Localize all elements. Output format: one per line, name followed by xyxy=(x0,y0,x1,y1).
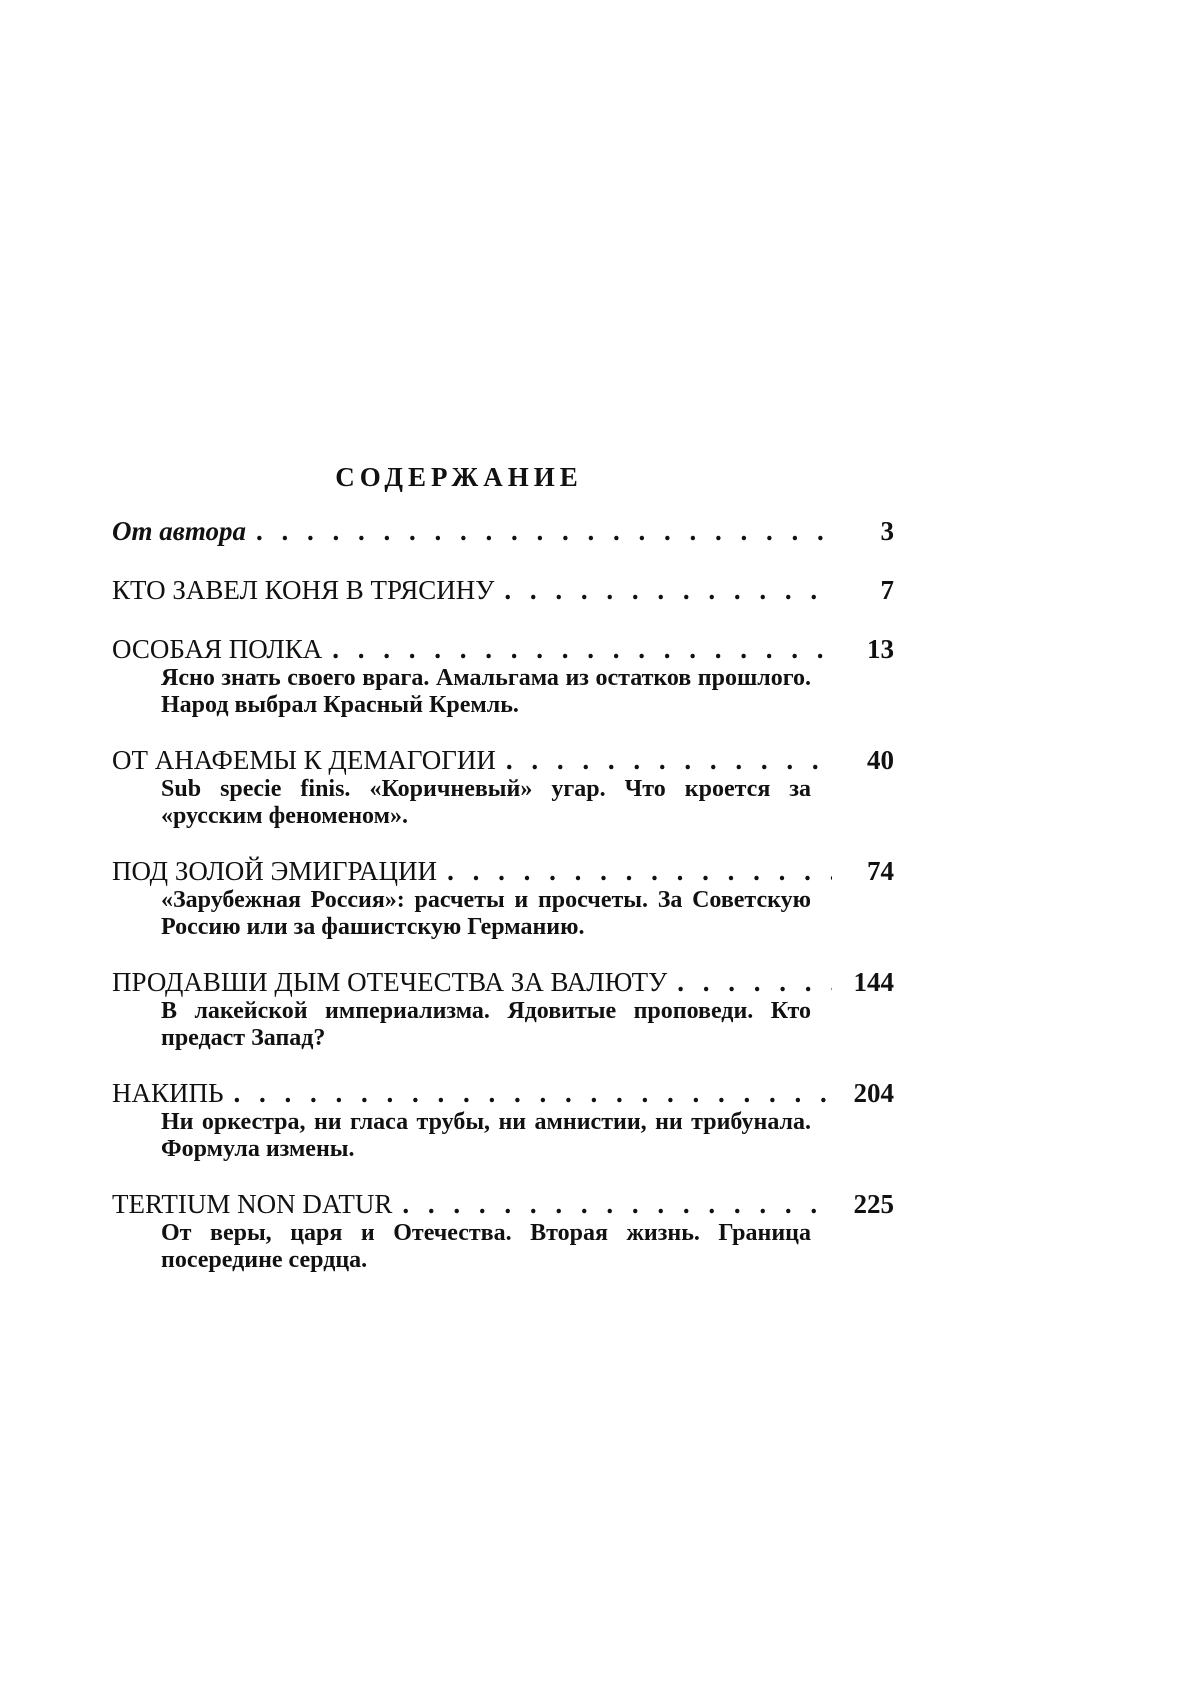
toc-entry-title: ОТ АНАФЕМЫ К ДЕМАГОГИИ xyxy=(112,745,496,775)
toc-entry-chapter-4 xyxy=(112,855,894,941)
toc-entry-line xyxy=(112,574,894,606)
toc-entry-chapter-2 xyxy=(112,633,894,719)
toc-entry-title: КТО ЗАВЕЛ КОНЯ В ТРЯСИНУ xyxy=(112,575,495,605)
dot-leader xyxy=(234,1077,832,1109)
toc-entry-page-number: 13 xyxy=(867,634,894,664)
toc-entry-chapter-3 xyxy=(112,744,894,830)
toc-entry-title: НАКИПЬ xyxy=(112,1078,224,1108)
toc-entry-page-number: 225 xyxy=(853,1189,894,1219)
toc-entry-chapter-1 xyxy=(112,574,894,606)
toc-entry-description: «Зарубежная Россия»: расчеты и просчеты. За Советскую Россию или за фашистскую Германию. xyxy=(161,887,811,940)
toc-entry-description: От веры, царя и Отечества. Вторая жизнь. Граница посередине сердца. xyxy=(161,1220,811,1273)
toc-entry-line xyxy=(112,515,894,547)
toc-entry-line xyxy=(112,1077,894,1109)
dot-leader xyxy=(677,966,832,998)
toc-entry-description: Ясно знать своего врага. Амальгама из остатков прошлого. Народ выбрал Красный Кремль. xyxy=(161,665,811,718)
toc-entry-chapter-5 xyxy=(112,966,894,1052)
toc-entry-title: ПОД ЗОЛОЙ ЭМИГРАЦИИ xyxy=(112,856,438,886)
toc-entry-line xyxy=(112,744,894,776)
toc-entry-description: Ни оркестра, ни гласа трубы, ни амнистии, ни трибунала. Формула измены. xyxy=(161,1109,811,1162)
toc-entry-foreword xyxy=(112,515,894,547)
toc-entry-title: TERTIUM NON DATUR xyxy=(112,1189,393,1219)
toc-entry-page-number: 144 xyxy=(853,967,894,997)
dot-leader xyxy=(256,515,832,547)
table-of-contents xyxy=(112,515,894,1299)
toc-entry-description: В лакейской империализма. Ядовитые проповеди. Кто предаст Запад? xyxy=(161,998,811,1051)
toc-entry-title: От автора xyxy=(112,516,246,546)
toc-entry-page-number: 40 xyxy=(867,745,894,775)
toc-entry-title: ОСОБАЯ ПОЛКА xyxy=(112,634,323,664)
toc-entry-page-number: 3 xyxy=(880,516,894,546)
toc-entry-page-number: 204 xyxy=(853,1078,894,1108)
toc-entry-page-number: 7 xyxy=(880,575,894,605)
dot-leader xyxy=(506,744,832,776)
toc-entry-title: ПРОДАВШИ ДЫМ ОТЕЧЕСТВА ЗА ВАЛЮТУ xyxy=(112,967,668,997)
dot-leader xyxy=(447,855,832,887)
toc-entry-line xyxy=(112,966,894,998)
toc-entry-line xyxy=(112,855,894,887)
page-title: СОДЕРЖАНИЕ xyxy=(335,462,583,492)
dot-leader xyxy=(332,633,832,665)
toc-entry-description: Sub specie finis. «Коричневый» угар. Что кроется за «русским феноменом». xyxy=(161,776,811,829)
dot-leader xyxy=(402,1188,832,1220)
toc-entry-line xyxy=(112,1188,894,1220)
dot-leader xyxy=(504,574,832,606)
toc-entry-page-number: 74 xyxy=(867,856,894,886)
toc-entry-chapter-6 xyxy=(112,1077,894,1163)
toc-entry-line xyxy=(112,633,894,665)
toc-entry-chapter-7 xyxy=(112,1188,894,1274)
